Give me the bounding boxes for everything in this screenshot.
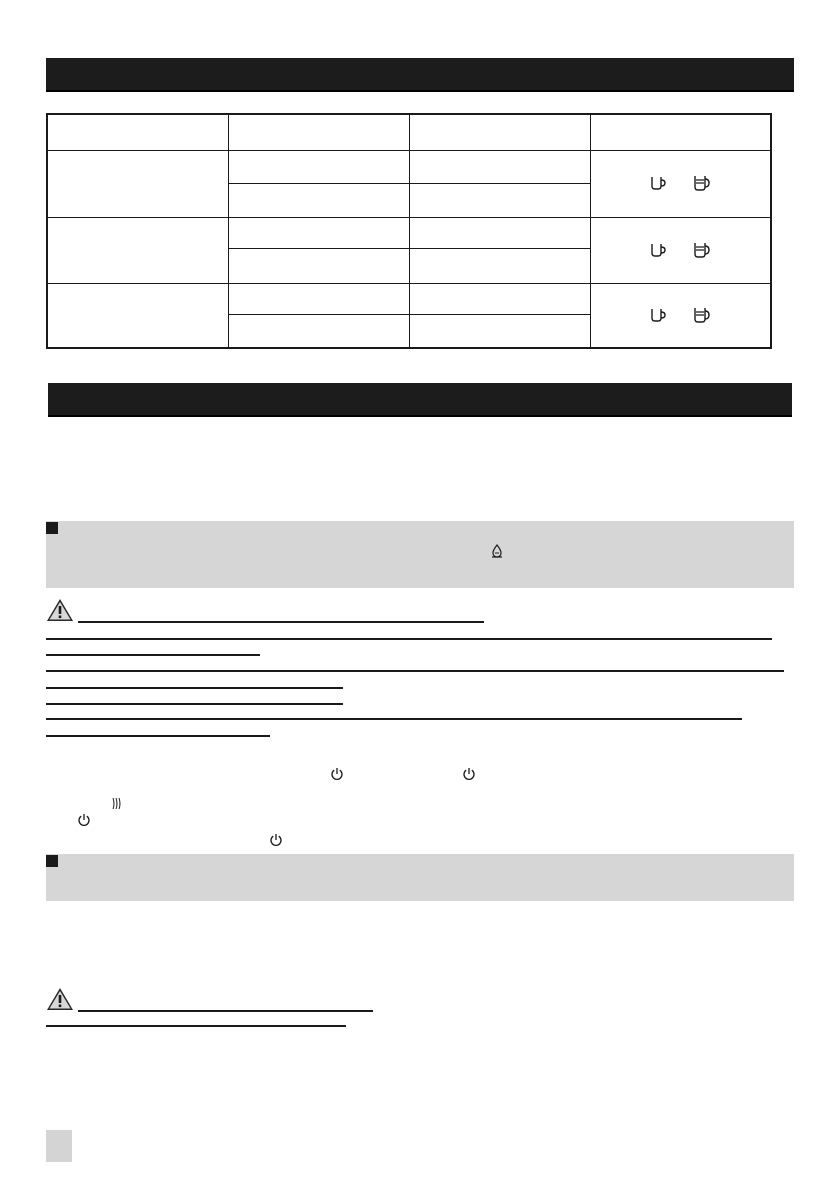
table-cell [47,150,228,217]
warning-text-underline [46,638,772,640]
warning-title-underline [78,1010,373,1012]
table-cell [409,248,590,283]
note-band-1 [46,521,794,588]
warning-text-underline [46,654,260,656]
table-cell [47,217,228,283]
table-cell [228,314,409,348]
large-cup-icon [693,242,711,258]
warning-text-underline [46,703,343,705]
table-header-cell [409,114,590,150]
small-cup-icon [650,243,666,257]
warning-title-underline [78,621,484,623]
small-cup-icon [650,308,666,322]
page-number-box [46,1130,72,1162]
table-row [47,283,771,314]
table-cell [228,217,409,248]
table-cell [409,217,590,248]
table-cell [47,283,228,348]
steam-icon [111,797,121,810]
table-cell [228,183,409,217]
bullet-square [46,522,58,534]
table-cell [409,314,590,348]
cup-size-cell [590,150,771,217]
table-row [47,217,771,248]
power-icon [330,767,344,781]
power-icon [462,767,476,781]
warning-text-underline [46,718,742,720]
warning-triangle-icon [46,987,74,1011]
warning-text-underline [46,670,784,672]
table-row [47,150,771,183]
cup-size-cell [590,217,771,283]
table-cell [409,283,590,314]
warning-text-underline [46,687,343,689]
bullet-square [46,855,58,867]
table-cell [409,183,590,217]
descale-icon [491,544,503,558]
table-header-cell [228,114,409,150]
table-header-cell [590,114,771,150]
table-cell [409,150,590,183]
small-cup-icon [650,176,666,190]
table-cell [228,283,409,314]
warning-triangle-icon [46,598,74,622]
large-cup-icon [693,175,711,191]
table-header-row [47,114,771,150]
table-header-cell [47,114,228,150]
cup-size-cell [590,283,771,348]
table-cell [228,248,409,283]
power-icon [77,813,91,827]
section-header-bar-2 [48,383,792,417]
warning-text-underline [46,735,270,737]
settings-table [46,113,772,349]
note-band-2 [46,854,794,901]
table-cell [228,150,409,183]
warning-text-underline [46,1025,346,1027]
power-icon [269,833,283,847]
large-cup-icon [693,307,711,323]
section-header-bar-1 [46,58,794,92]
